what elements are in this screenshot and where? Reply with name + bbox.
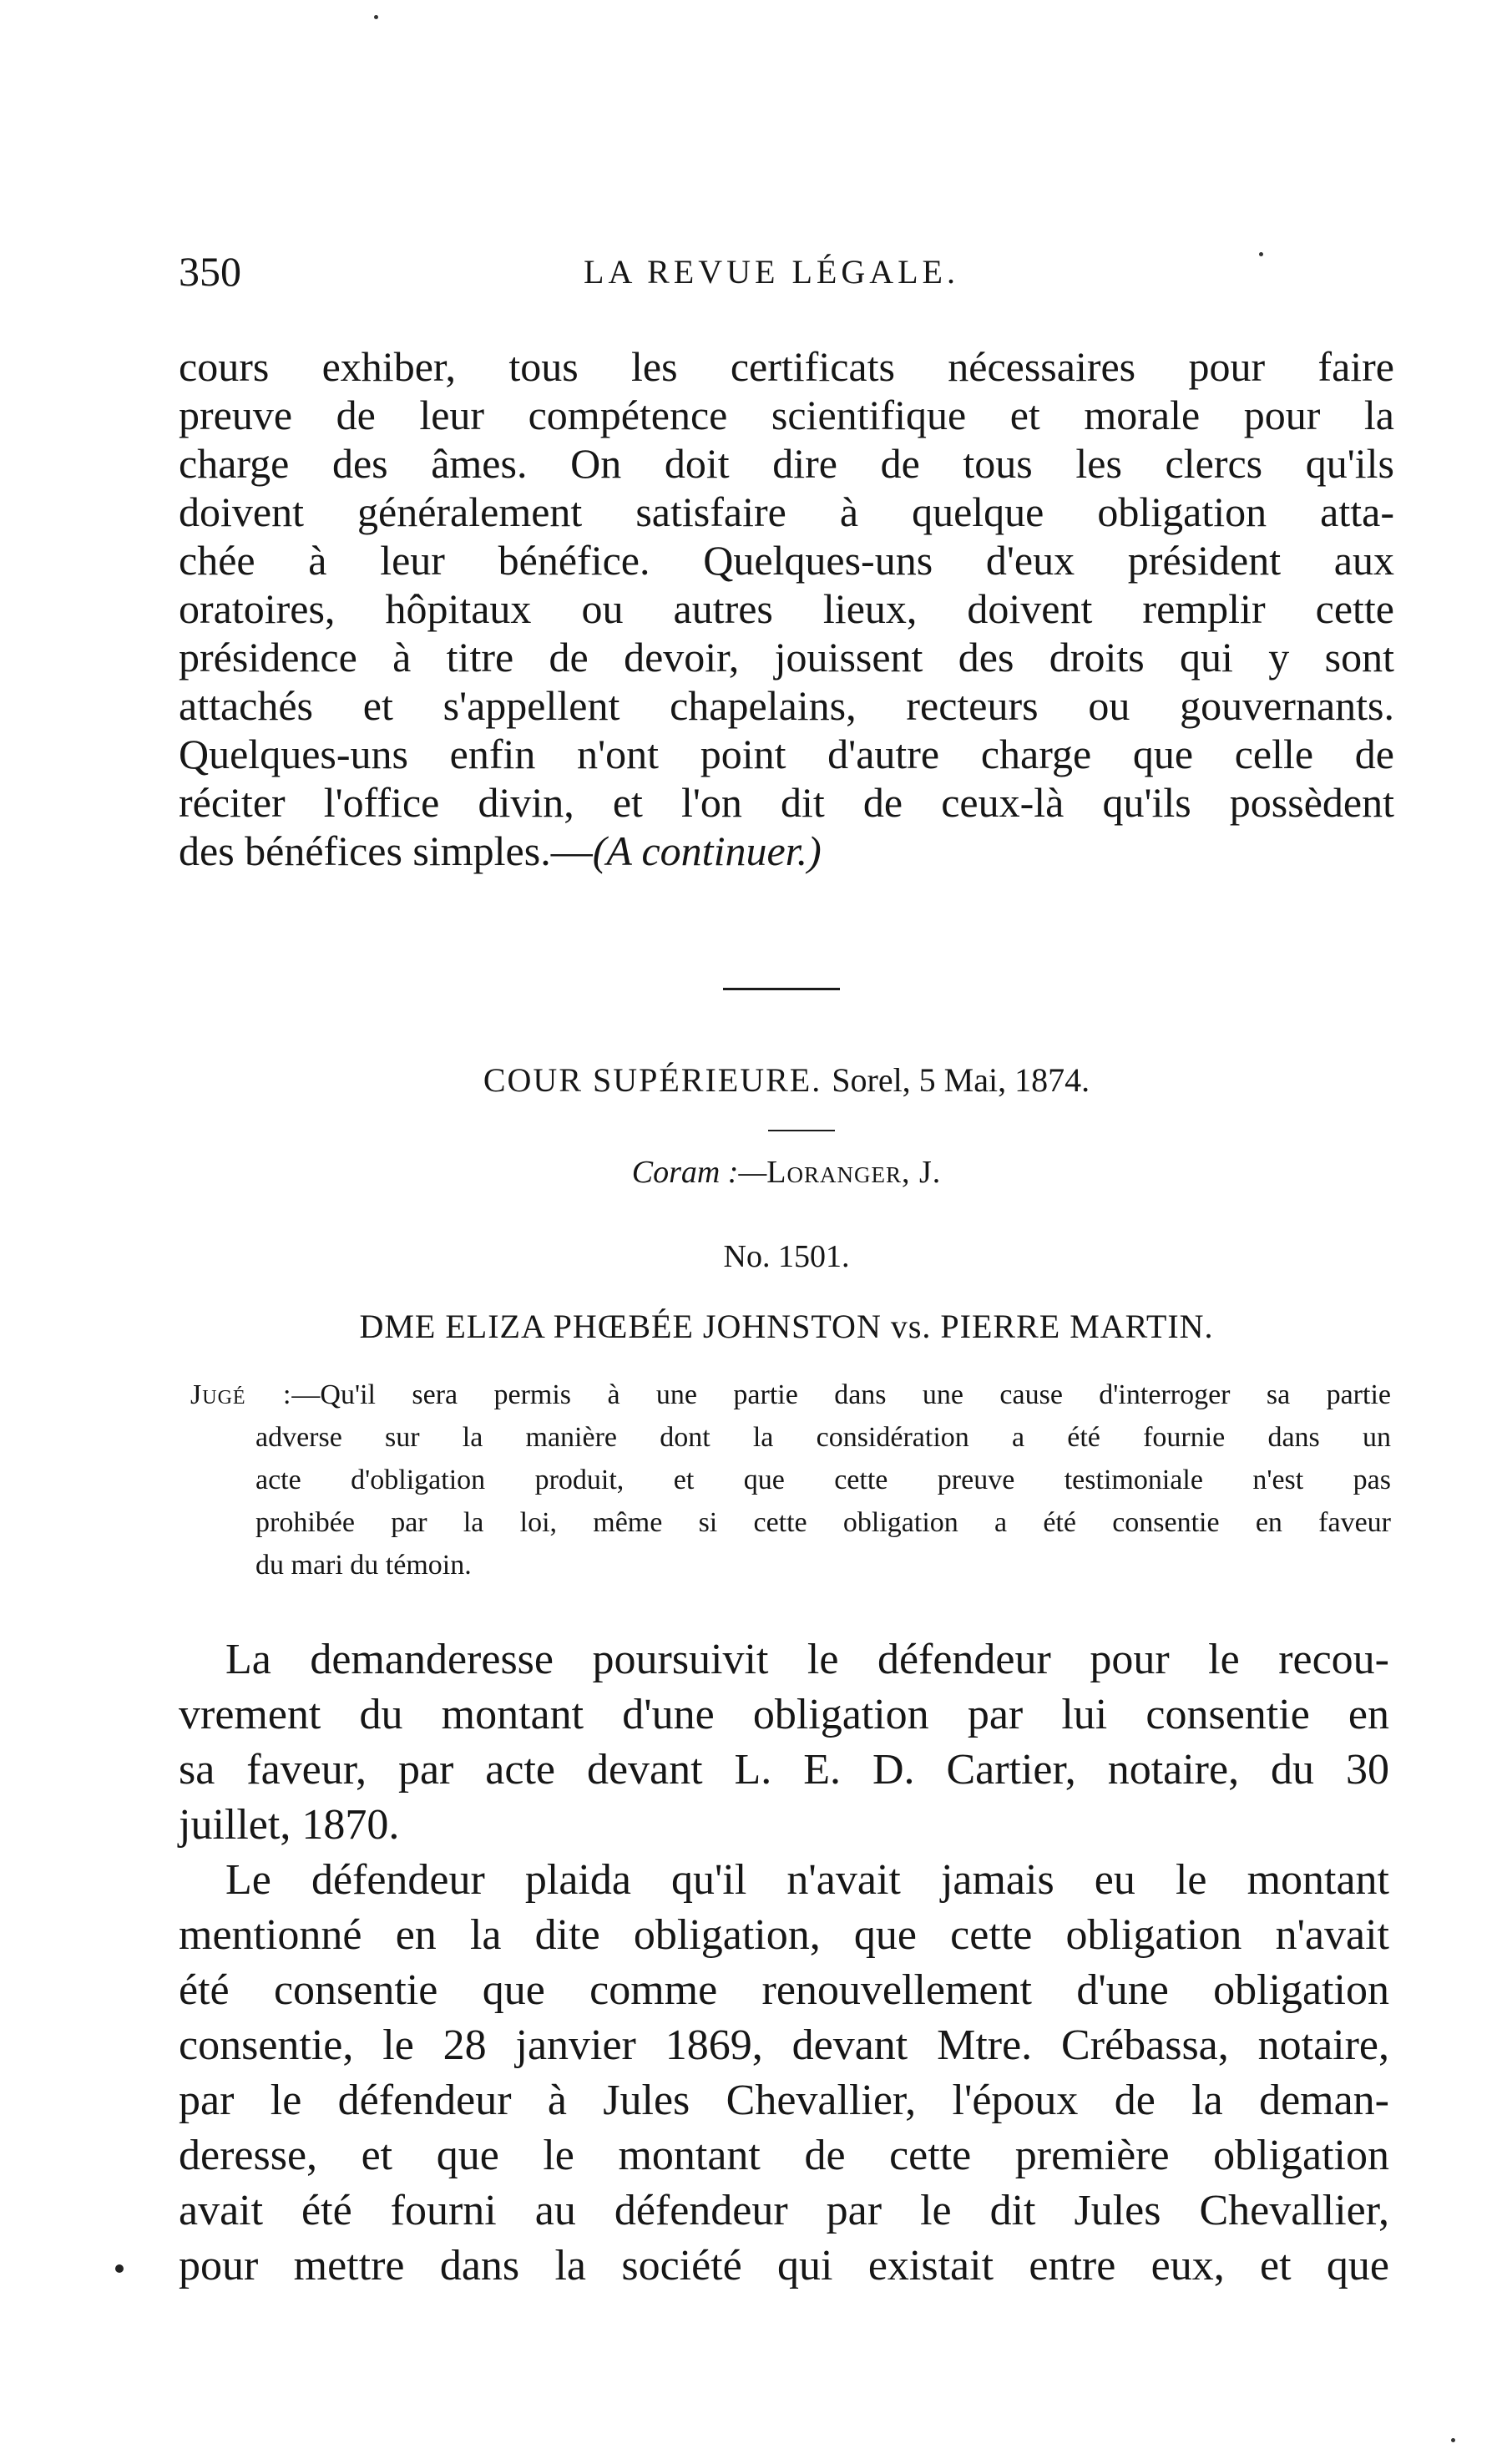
continued-note: (A continuer.) [592,827,822,874]
summary-line: prohibée par la loi, même si cette obligation a été consentie en faveur [255,1507,1391,1538]
text-line: doivent généralement satisfaire à quelque obligation atta- [179,488,1394,535]
text-line: cours exhiber, tous les certificats nécessaires pour faire [179,343,1394,390]
text-line: avait été fourni au défendeur par le dit Jules Chevallier, [179,2187,1389,2234]
coram-line [179,1154,1394,1191]
page-header [179,247,1364,297]
case-number: No. 1501. [723,1239,850,1274]
section-divider [723,988,840,990]
final-text: des bénéfices simples.— [179,827,593,874]
print-speck [1451,2438,1455,2442]
text-line: réciter l'office divin, et l'on dit de ceux-là qu'ils possèdent [179,779,1394,826]
text-line: vrement du montant d'une obligation par lui consentie en [179,1691,1389,1738]
print-speck [1259,252,1263,256]
text-line: par le défendeur à Jules Chevallier, l'époux de la deman- [179,2077,1389,2124]
court-line [179,1060,1394,1100]
text-line: oratoires, hôpitaux ou autres lieux, doivent remplir cette [179,585,1394,632]
summary-text: —Qu'il sera permis à une partie dans une cause d'interroger sa partie [291,1379,1391,1410]
text-line: consentie, le 28 janvier 1869, devant Mtre. Crébassa, notaire, [179,2021,1389,2069]
print-speck [374,15,378,19]
juge-label: Jugé : [190,1379,292,1410]
text-line: mentionné en la dite obligation, que cette obligation n'avait [179,1911,1389,1959]
summary-line-first [190,1374,1391,1416]
short-divider [768,1130,835,1131]
summary-line: adverse sur la manière dont la considération a été fournie dans un [255,1422,1391,1453]
coram-label: Coram :— [631,1155,767,1190]
text-line: chée à leur bénéfice. Quelques-uns d'eux président aux [179,537,1394,584]
text-line: deresse, et que le montant de cette première obligation [179,2132,1389,2179]
place-date: Sorel, 5 Mai, 1874. [832,1061,1090,1099]
text-line: juillet, 1870. [179,1801,400,1849]
text-line: présidence à titre de devoir, jouissent des droits qui y sont [179,634,1394,681]
margin-dot [115,2264,124,2273]
page-number: 350 [179,248,241,295]
running-title: LA REVUE LÉGALE. [584,253,959,291]
continued-paragraph [179,342,1394,875]
judgment-summary [190,1374,1391,1586]
court-name: COUR SUPÉRIEURE. [483,1061,822,1099]
text-line: Le défendeur plaida qu'il n'avait jamais eu le montant [225,1856,1389,1904]
text-line-final [179,827,1394,875]
text-line: attachés et s'appellent chapelains, recteurs ou gouvernants. [179,682,1394,729]
text-line: été consentie que comme renouvellement d'une obligation [179,1966,1389,2014]
main-text [179,1632,1389,2294]
text-line: charge des âmes. On doit dire de tous les clercs qu'ils [179,440,1394,487]
text-line: La demanderesse poursuivit le défendeur pour le recou- [225,1636,1389,1683]
judge-name: Loranger, J. [766,1155,942,1190]
summary-line: du mari du témoin. [255,1550,472,1581]
summary-line: acte d'obligation produit, et que cette preuve testimoniale n'est pas [255,1465,1391,1495]
text-line: sa faveur, par acte devant L. E. D. Cartier, notaire, du 30 [179,1746,1389,1794]
text-line: pour mettre dans la société qui existait entre eux, et que [179,2242,1389,2289]
text-line: preuve de leur compétence scientifique et morale pour la [179,392,1394,438]
text-line: Quelques-uns enfin n'ont point d'autre charge que celle de [179,731,1394,777]
case-parties: DME ELIZA PHŒBÉE JOHNSTON vs. PIERRE MARTIN. [359,1308,1214,1345]
